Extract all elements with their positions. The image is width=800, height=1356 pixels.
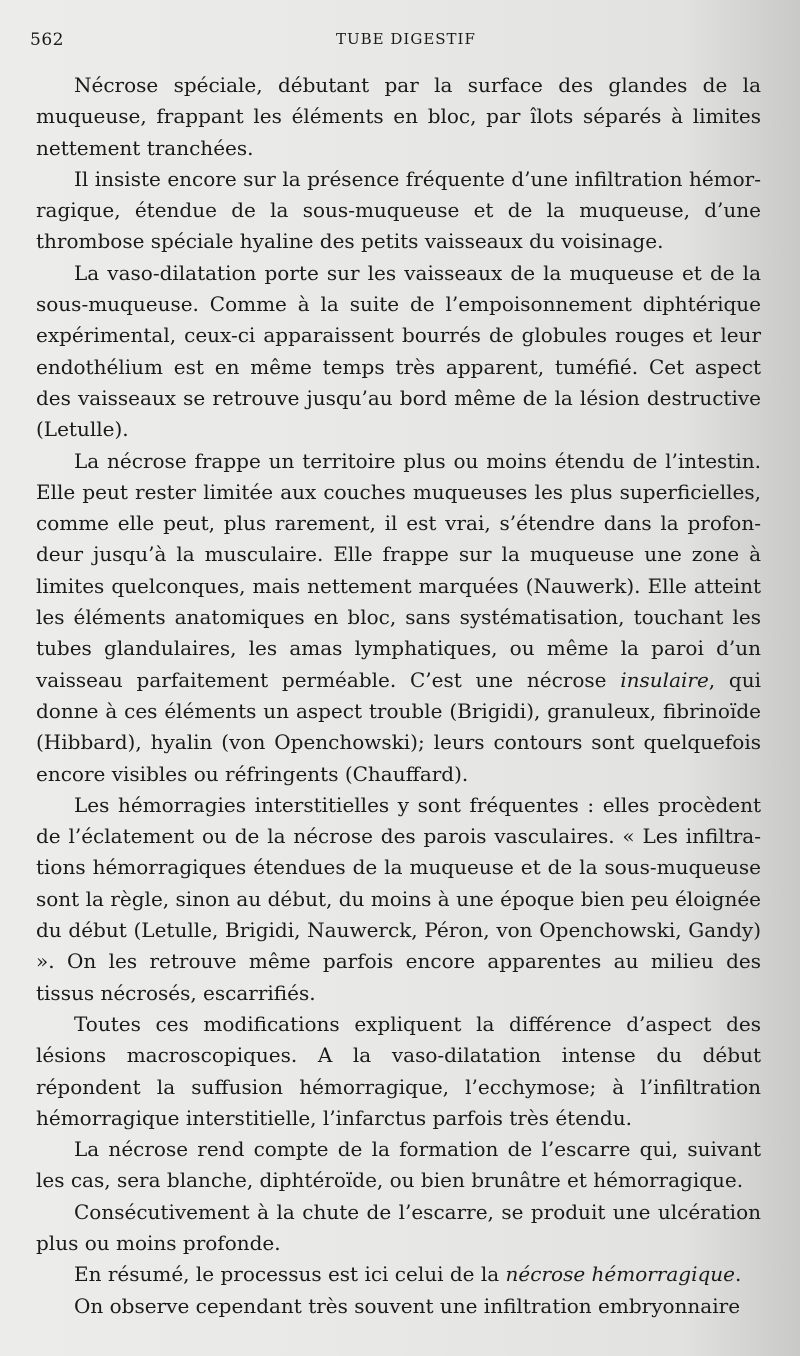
paragraph-4-text-before: La nécrose frappe un territoire plus ou moins étendu de l’intestin. Elle peut rester limitée aux couches muqueuses les plus superficielles, comme elle peut, plus rarement, il est vrai, s’étendre dans la profondeur jusqu’à la musculaire. Elle frappe sur la muqueuse une zone à limites quelconques, mais nettement marquées (Nauwerk). Elle atteint les éléments anatomiques en bloc, sans systématisation, touchant les tubes glandulaires, les amas lymphatiques, ou même la paroi d’un vaisseau parfaitement perméable. C’est une nécrose	[36, 448, 761, 692]
paragraph-9-emphasis: nécrose hémorragique	[505, 1262, 736, 1287]
paragraph-10: On observe cependant très souvent une infiltration embryonnaire	[74, 1293, 741, 1318]
paragraph-8: Consécutivement à la chute de l’escarre, se produit une ulcération plus ou moins profonde.	[36, 1199, 761, 1255]
paragraph-5: Les hémorragies interstitielles y sont fréquentes : elles procèdent de l’éclatement ou de la nécrose des parois vasculaires. « Les infiltrations hémorragiques étendues de la muqueuse et de la sous-muqueuse sont la règle, sinon au début, du moins à une époque bien peu éloignée du début (Letulle, Brigidi, Nauwerck, Péron, von Openchowski, Gandy) ». On les retrouve même parfois encore apparentes au milieu des tissus nécrosés, escarrifiés.	[36, 792, 761, 1005]
paragraph-4-emphasis: insulaire	[620, 667, 709, 692]
paragraph-1: Nécrose spéciale, débutant par la surface des glandes de la muqueuse, frappant les éléments en bloc, par îlots séparés à limites nettement tranchées.	[36, 73, 761, 160]
paragraph-7: La nécrose rend compte de la formation de l’escarre qui, suivant les cas, sera blanche, diphtéroïde, ou bien brunâtre et hémorragique.	[36, 1137, 761, 1193]
paragraph-9-text-after: .	[735, 1262, 742, 1287]
running-head: TUBE DIGESTIF	[336, 30, 476, 48]
paragraph-6: Toutes ces modifications expliquent la différence d’aspect des lésions macroscopiques. A la vaso-dilatation intense du début répondent la suffusion hémorragique, l’ecchymose; à l’infiltration hémorragique interstitielle, l’infarctus parfois très étendu.	[36, 1011, 761, 1130]
paragraph-9	[36, 1259, 761, 1290]
paragraph-4	[36, 446, 761, 790]
body-text	[36, 70, 761, 1322]
paragraph-2: Il insiste encore sur la présence fréquente d’une infiltration hémorragique, étendue de la sous-muqueuse et de la muqueuse, d’une thrombose spéciale hyaline des petits vaisseaux du voisinage.	[36, 166, 761, 254]
page-header	[30, 30, 770, 60]
paragraph-3: La vaso-dilatation porte sur les vaisseaux de la muqueuse et de la sous-muqueuse. Comme à la suite de l’empoisonnement diphtérique expérimental, ceux-ci apparaissent bourrés de globules rouges et leur endothélium est en même temps très apparent, tuméfié. Cet aspect des vaisseaux se retrouve jusqu’au bord même de la lésion destructive (Letulle).	[36, 260, 761, 442]
paragraph-9-text-before: En résumé, le processus est ici celui de la	[74, 1262, 506, 1287]
page-number: 562	[30, 30, 64, 50]
paragraph-4-text-after: , qui donne à ces éléments un aspect trouble (Brigidi), granuleux, fibrinoïde (Hibbard), hyalin (von Openchowski); leurs contours sont quelquefois encore visibles ou réfringents (Chauffard).	[36, 667, 761, 786]
